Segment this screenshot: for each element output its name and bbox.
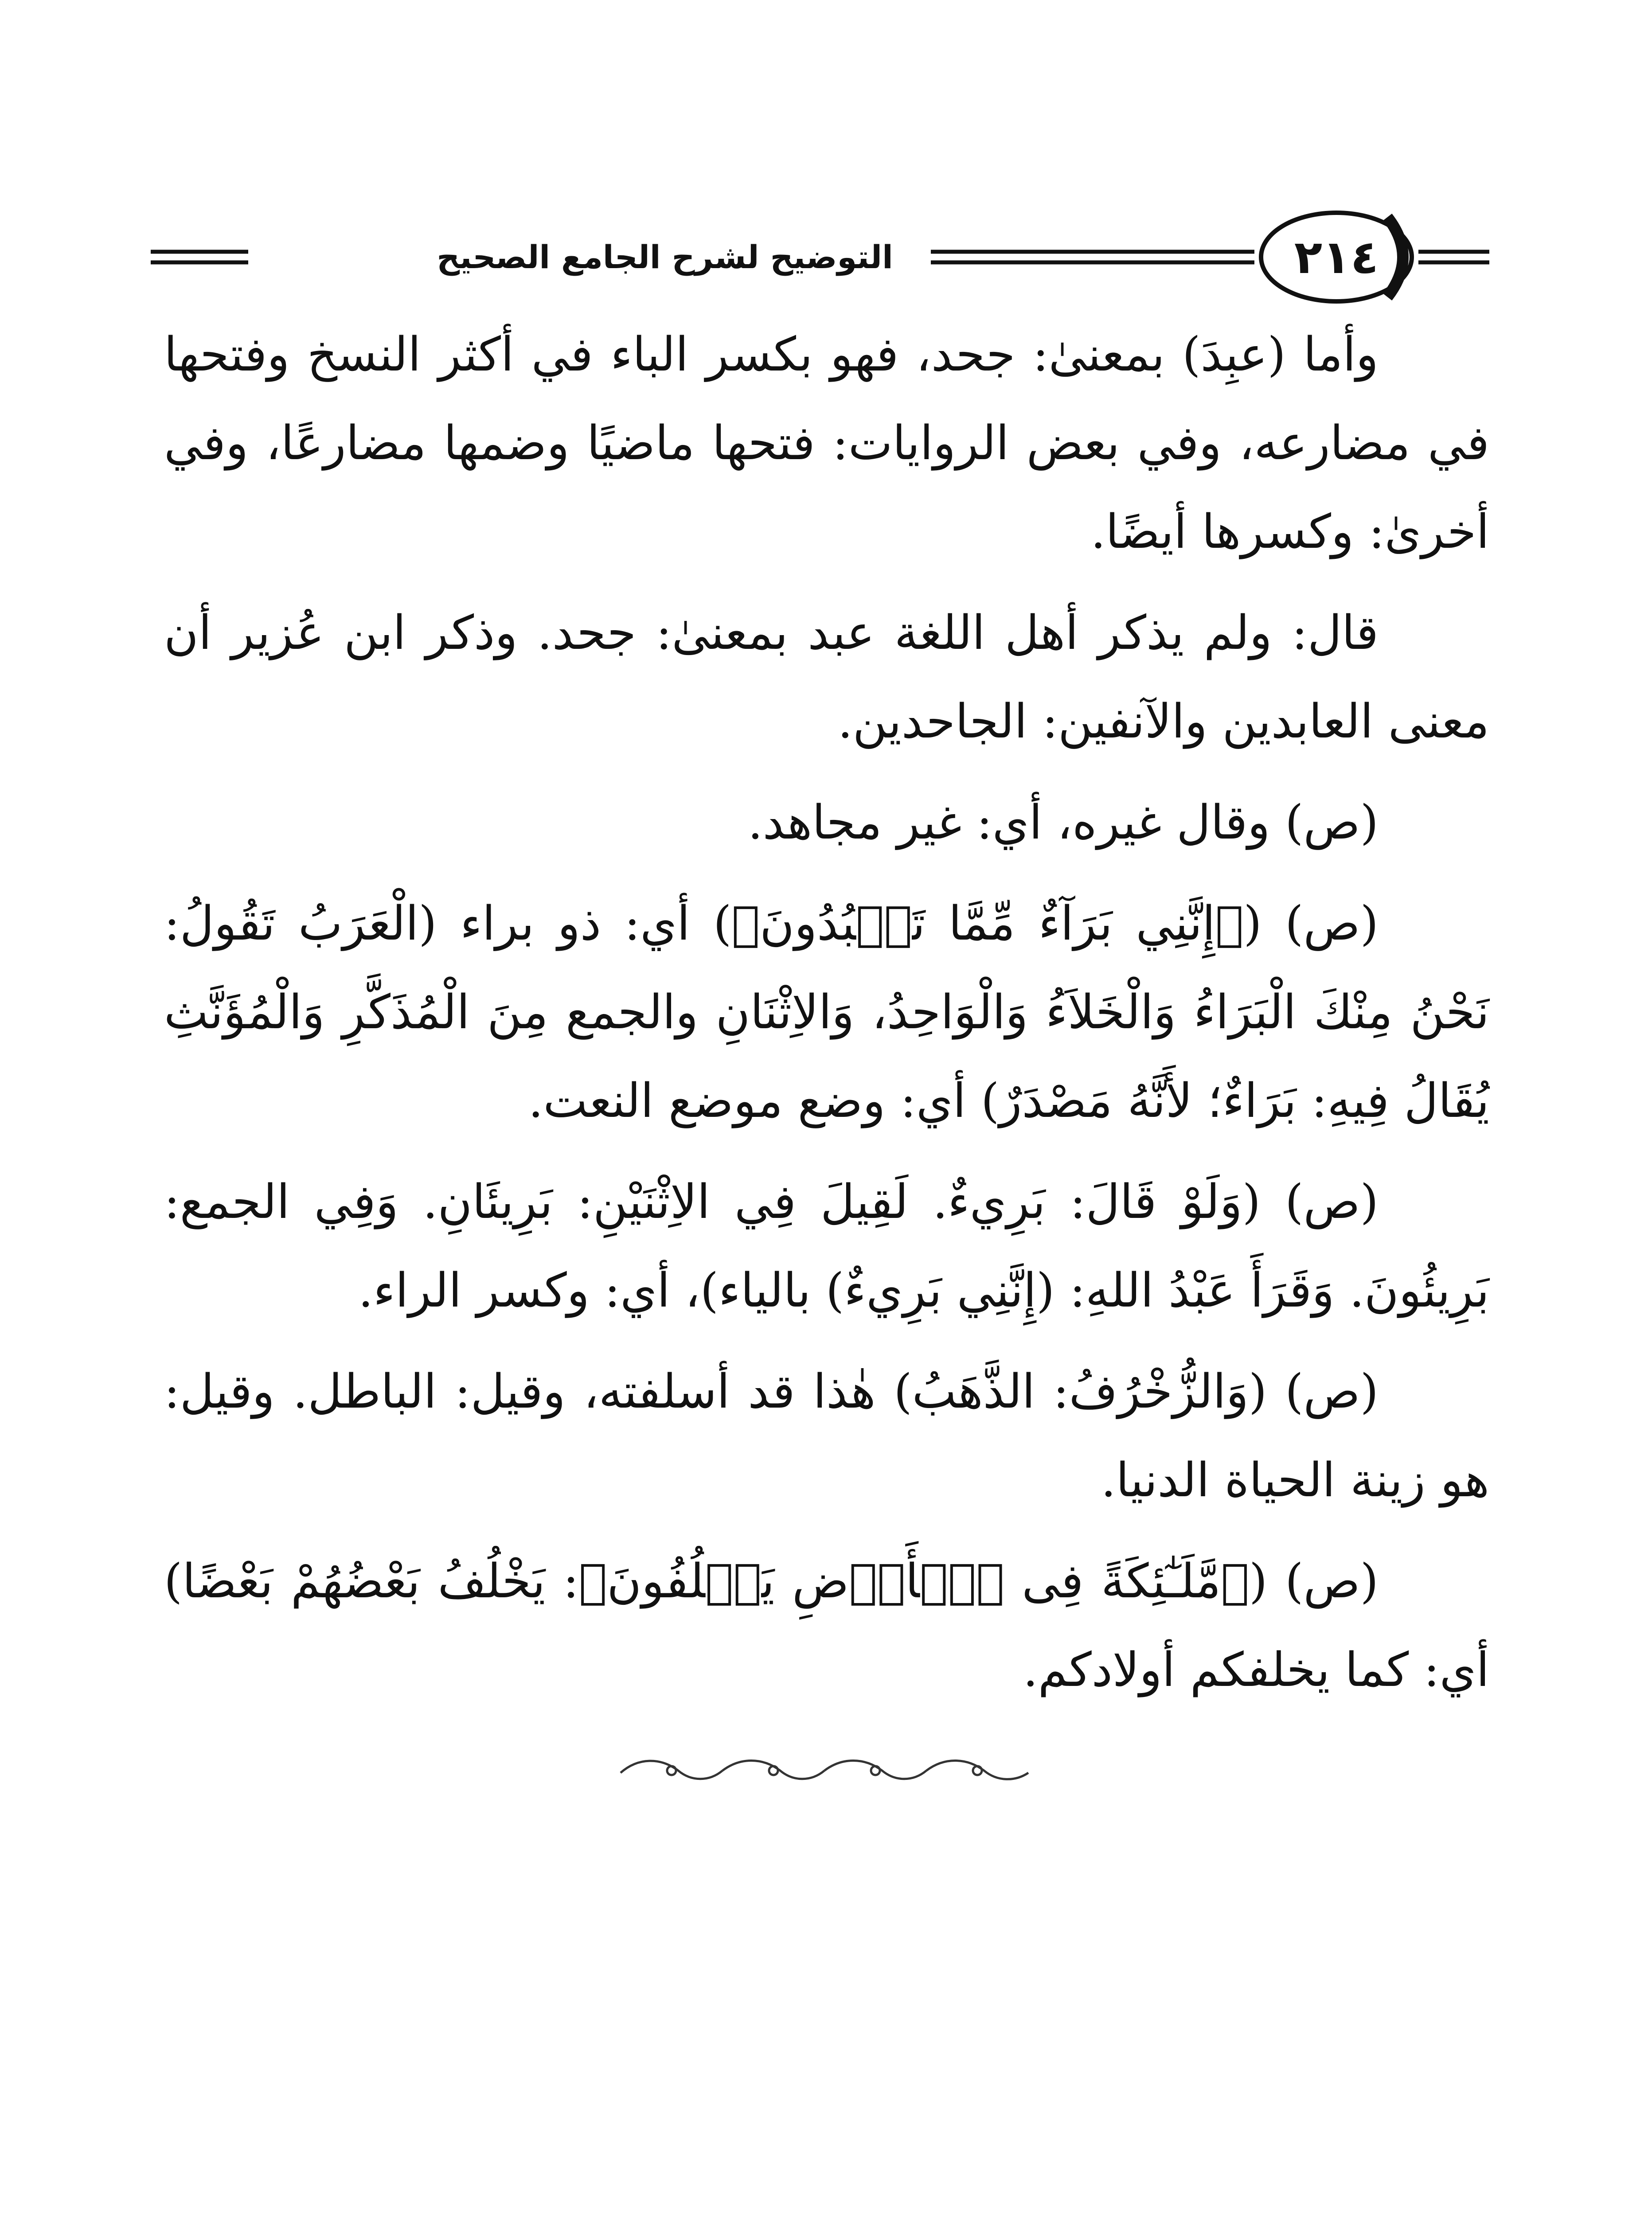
paragraph: (ص) وقال غيره، أي: غير مجاهد. (748, 795, 1379, 850)
paragraph: قال: ولم يذكر أهل اللغة عبد بمعنىٰ: جحد. وذكر ابن عُزير أن معنى العابدين والآنفين: الجاحدين. (164, 605, 1489, 749)
page-number: ٢١٤ (1294, 230, 1379, 284)
paragraph: (ص) (وَالزُّخْرُفُ: الذَّهَبُ) هٰذا قد أسلفته، وقيل: الباطل. وقيل: هو زينة الحياة الدنيا. (164, 1364, 1489, 1507)
running-title: التوضيح لشرح الجامع الصحيح (399, 230, 931, 284)
paragraph: وأما (عبِدَ) بمعنىٰ: جحد، فهو بكسر الباء في أكثر النسخ وفتحها في مضارعه، وفي بعض الروايات: فتحها ماضيًا وضمها مضارعًا، وفي أخرىٰ: وكسرها أيضًا. (164, 327, 1489, 559)
section-end-ornament (612, 1755, 1037, 1786)
paragraph: (ص) (وَلَوْ قَالَ: بَرِيءٌ. لَقِيلَ فِي الاِثْنَيْنِ: بَرِيئَانِ. وَفِي الجمع: بَرِيئُونَ. وَقَرَأَ عَبْدُ اللهِ: (إِنَّنِي بَرِيءٌ) بالياء)، أي: وكسر الراء. (164, 1174, 1489, 1318)
page-header (151, 199, 1489, 315)
paragraph: (ص) (﴿إِنَّنِي بَرَآءٌ مِّمَّا تَعۡبُدُونَ﴾) أي: ذو براء (الْعَرَبُ تَقُولُ: نَحْنُ مِنْكَ الْبَرَاءُ وَالْخَلاَءُ وَالْوَاحِدُ، وَالاِثْنَانِ والجمع مِنَ الْمُذَكَّرِ وَالْمُؤَنَّثِ يُقَالُ فِيهِ: بَرَاءٌ؛ لأَنَّهُ مَصْدَرٌ) أي: وضع موضع النعت. (164, 896, 1489, 1128)
main-text (164, 310, 1489, 1714)
paragraph: (ص) (﴿مَّلَـٰٓئِكَةً فِى ٱلۡأَرۡضِ يَخۡلُفُونَ﴾: يَخْلُفُ بَعْضُهُمْ بَعْضًا) أي: كما يخلفكم أولادكم. (164, 1554, 1489, 1697)
